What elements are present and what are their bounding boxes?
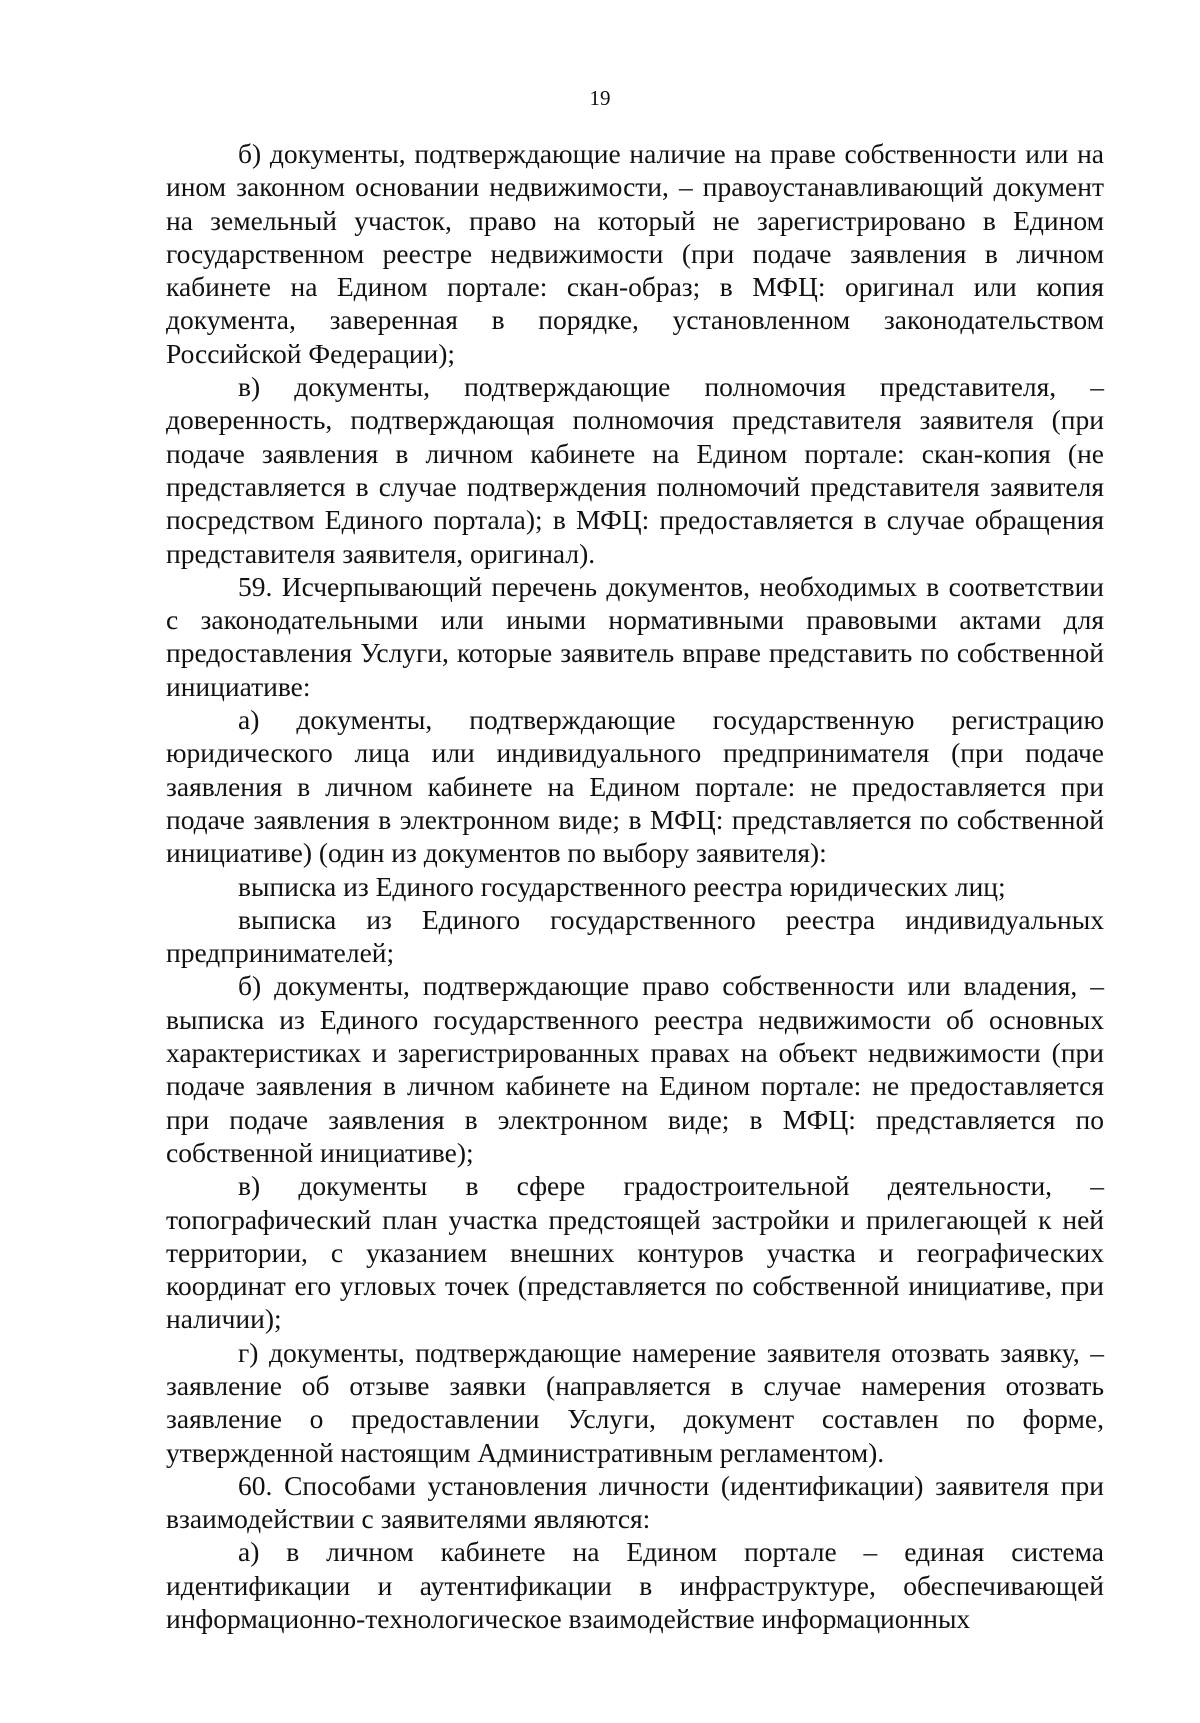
paragraph-v-urban-planning: в) документы в сфере градостроительной деятельности, – топографический план участка предстоящей застройки и прилегающей к ней территории, с указанием внешних контуров участка и географических координат его угловых точек (представляется по собственной инициативе, при наличии);: [166, 1170, 1104, 1335]
paragraph-60-identification-methods: 60. Способами установления личности (идентификации) заявителя при взаимодействии с заявителями являются:: [166, 1469, 1104, 1535]
paragraph-a-state-registration: а) документы, подтверждающие государственную регистрацию юридического лица или индивидуального предпринимателя (при подаче заявления в личном кабинете на Едином портале: не предоставляется при подаче заявления в электронном виде; в МФЦ: представляется по собственной инициативе) (один из документов по выбору заявителя):: [166, 704, 1104, 869]
paragraph-g-withdraw-application: г) документы, подтверждающие намерение заявителя отозвать заявку, – заявление об отзыве заявки (направляется в случае намерения отозвать заявление о предоставлении Услуги, документ составлен по форме, утвержденной настоящим Административным регламентом).: [166, 1336, 1104, 1468]
paragraph-egrul-extract: выписка из Единого государственного реестра юридических лиц;: [238, 870, 1006, 902]
page-number: 19: [589, 86, 611, 110]
paragraph-b-ownership-extract: б) документы, подтверждающие право собственности или владения, – выписка из Единого государственного реестра недвижимости об основных характеристиках и зарегистрированных правах на объект недвижимости (при подаче заявления в личном кабинете на Едином портале: не предоставляется при подаче заявления в электронном виде; в МФЦ: представляется по собственной инициативе);: [166, 970, 1104, 1168]
paragraph-v-representative-powers: в) документы, подтверждающие полномочия представителя, – доверенность, подтверждающая полномочия представителя заявителя (при подаче заявления в личном кабинете на Едином портале: скан-копия (не представляется в случае подтверждения полномочий представителя заявителя посредством Единого портала); в МФЦ: предоставляется в случае обращения представителя заявителя, оригинал).: [166, 371, 1104, 569]
paragraph-a-personal-account: а) в личном кабинете на Едином портале – единая система идентификации и аутентификации в инфраструктуре, обеспечивающей информационно-технологическое взаимодействие информационных: [166, 1536, 1104, 1635]
document-body: [166, 137, 1104, 1635]
paragraph-59-optional-documents: 59. Исчерпывающий перечень документов, необходимых в соответствии с законодательными или иными нормативными правовыми актами для предоставления Услуги, которые заявитель вправе представить по собственной инициативе:: [166, 570, 1104, 702]
paragraph-b-ownership-documents: б) документы, подтверждающие наличие на праве собственности или на ином законном основании недвижимости, – правоустанавливающий документ на земельный участок, право на который не зарегистрировано в Едином государственном реестре недвижимости (при подаче заявления в личном кабинете на Едином портале: скан-образ; в МФЦ: оригинал или копия документа, заверенная в порядке, установленном законодательством Российской Федерации);: [166, 138, 1104, 369]
paragraph-egrip-extract: выписка из Единого государственного реестра индивидуальных предпринимателей;: [166, 903, 1104, 969]
